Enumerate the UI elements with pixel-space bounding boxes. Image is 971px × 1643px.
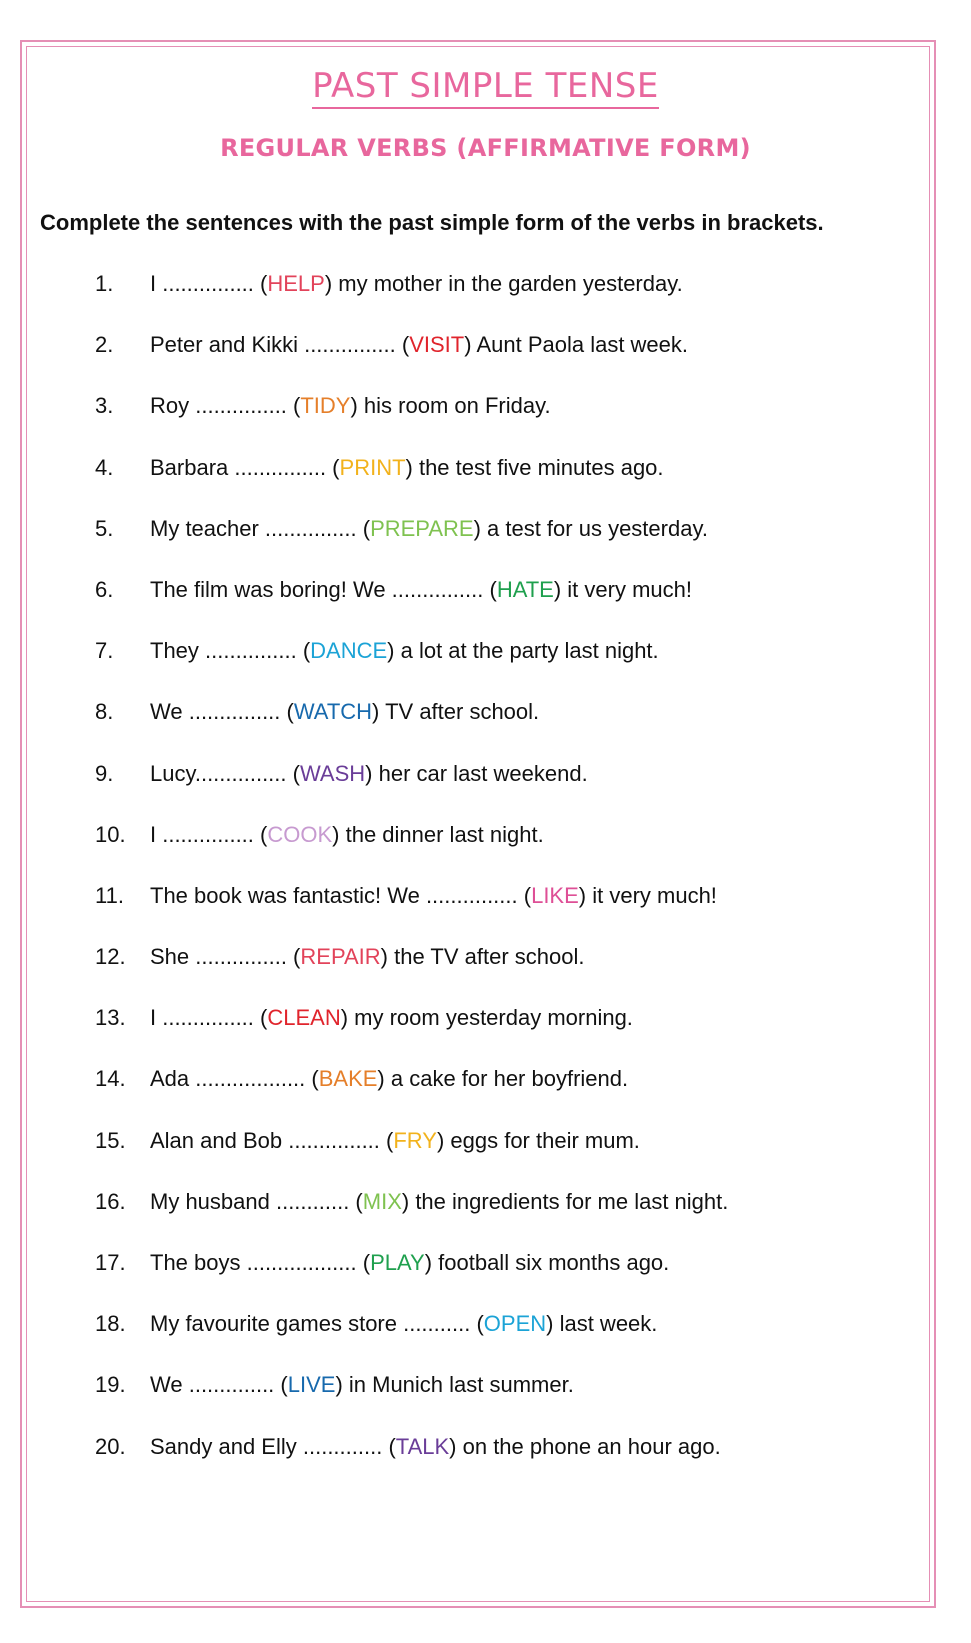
sentence-start: I ............... ( bbox=[150, 271, 268, 296]
sentence-end: ) it very much! bbox=[553, 576, 692, 602]
worksheet-title bbox=[0, 66, 971, 106]
exercise-item bbox=[0, 388, 971, 449]
sentence-end: ) the TV after school. bbox=[380, 944, 585, 970]
sentence-start: Barbara ............... ( bbox=[150, 454, 340, 480]
item-sentence bbox=[150, 1061, 628, 1097]
sentence-start: We ............... ( bbox=[150, 699, 294, 725]
exercise-item bbox=[0, 694, 971, 755]
exercise-item bbox=[0, 939, 971, 1000]
bracketed-verb: CLEAN bbox=[267, 1005, 341, 1031]
exercise-list bbox=[0, 266, 971, 1490]
exercise-item bbox=[0, 1367, 971, 1428]
item-number: 15. bbox=[95, 1127, 126, 1153]
sentence-end: ) eggs for their mum. bbox=[436, 1127, 640, 1153]
item-number: 3. bbox=[95, 393, 114, 419]
exercise-item bbox=[0, 1245, 971, 1306]
sentence-start: The boys .................. ( bbox=[150, 1250, 371, 1275]
bracketed-verb: HELP bbox=[267, 271, 325, 296]
sentence-end: ) football six months ago. bbox=[424, 1250, 670, 1275]
worksheet-title-text: PAST SIMPLE TENSE bbox=[312, 66, 659, 109]
item-sentence bbox=[150, 327, 688, 363]
item-number: 1. bbox=[95, 271, 114, 296]
sentence-end: ) his room on Friday. bbox=[350, 393, 551, 419]
sentence-end: ) it very much! bbox=[578, 882, 717, 908]
item-number: 5. bbox=[95, 515, 114, 541]
sentence-start: My husband ............ ( bbox=[150, 1188, 363, 1214]
sentence-start: Ada .................. ( bbox=[150, 1066, 319, 1092]
item-sentence bbox=[150, 817, 544, 853]
exercise-item bbox=[0, 266, 971, 327]
item-sentence bbox=[150, 266, 683, 302]
sentence-end: ) Aunt Paola last week. bbox=[464, 332, 689, 358]
sentence-end: ) my room yesterday morning. bbox=[340, 1005, 633, 1031]
item-sentence bbox=[150, 756, 588, 792]
item-sentence bbox=[150, 878, 717, 914]
bracketed-verb: FRY bbox=[393, 1127, 437, 1153]
item-sentence bbox=[150, 1306, 657, 1342]
item-number: 17. bbox=[95, 1250, 126, 1275]
sentence-end: ) on the phone an hour ago. bbox=[449, 1433, 721, 1459]
item-sentence bbox=[150, 1367, 574, 1403]
sentence-end: ) the ingredients for me last night. bbox=[401, 1188, 729, 1214]
bracketed-verb: WATCH bbox=[293, 699, 373, 725]
exercise-item bbox=[0, 633, 971, 694]
item-number: 9. bbox=[95, 760, 114, 786]
sentence-end: ) last week. bbox=[546, 1311, 658, 1337]
item-number: 4. bbox=[95, 454, 114, 480]
item-sentence bbox=[150, 1245, 669, 1281]
bracketed-verb: WASH bbox=[299, 760, 366, 786]
exercise-item bbox=[0, 327, 971, 388]
worksheet-subtitle: REGULAR VERBS (AFFIRMATIVE FORM) bbox=[220, 134, 751, 162]
exercise-item bbox=[0, 878, 971, 939]
bracketed-verb: COOK bbox=[267, 821, 333, 847]
exercise-item bbox=[0, 1061, 971, 1122]
bracketed-verb: LIKE bbox=[531, 882, 579, 908]
sentence-end: ) a test for us yesterday. bbox=[473, 515, 708, 541]
sentence-start: Lucy............... ( bbox=[150, 760, 300, 786]
exercise-item bbox=[0, 756, 971, 817]
item-number: 18. bbox=[95, 1311, 126, 1337]
sentence-end: ) TV after school. bbox=[372, 699, 540, 725]
sentence-start: Peter and Kikki ............... ( bbox=[150, 332, 410, 358]
bracketed-verb: PREPARE bbox=[370, 515, 474, 541]
item-sentence bbox=[150, 511, 708, 547]
item-sentence bbox=[150, 1123, 640, 1159]
item-number: 6. bbox=[95, 576, 114, 602]
item-number: 10. bbox=[95, 821, 126, 847]
item-sentence bbox=[150, 1000, 633, 1036]
bracketed-verb: LIVE bbox=[287, 1372, 336, 1398]
bracketed-verb: REPAIR bbox=[300, 944, 381, 970]
exercise-item bbox=[0, 1123, 971, 1184]
exercise-item bbox=[0, 511, 971, 572]
sentence-start: Sandy and Elly ............. ( bbox=[150, 1433, 396, 1459]
exercise-item bbox=[0, 1184, 971, 1245]
sentence-end: ) my mother in the garden yesterday. bbox=[324, 271, 683, 296]
item-number: 19. bbox=[95, 1372, 126, 1398]
sentence-end: ) the test five minutes ago. bbox=[405, 454, 664, 480]
item-number: 16. bbox=[95, 1188, 126, 1214]
bracketed-verb: TALK bbox=[395, 1433, 450, 1459]
item-sentence bbox=[150, 1184, 728, 1220]
sentence-end: ) a cake for her boyfriend. bbox=[377, 1066, 629, 1092]
bracketed-verb: PLAY bbox=[370, 1250, 425, 1275]
bracketed-verb: VISIT bbox=[409, 332, 465, 358]
bracketed-verb: MIX bbox=[362, 1188, 402, 1214]
item-number: 13. bbox=[95, 1005, 126, 1031]
sentence-start: My teacher ............... ( bbox=[150, 515, 371, 541]
sentence-end: ) the dinner last night. bbox=[332, 821, 544, 847]
item-sentence bbox=[150, 633, 659, 669]
sentence-start: We .............. ( bbox=[150, 1372, 288, 1398]
exercise-item bbox=[0, 572, 971, 633]
item-number: 8. bbox=[95, 699, 114, 725]
exercise-item bbox=[0, 1000, 971, 1061]
bracketed-verb: BAKE bbox=[318, 1066, 378, 1092]
sentence-start: She ............... ( bbox=[150, 944, 301, 970]
exercise-item bbox=[0, 1429, 971, 1490]
item-number: 20. bbox=[95, 1433, 126, 1459]
item-sentence bbox=[150, 450, 664, 486]
sentence-start: I ............... ( bbox=[150, 1005, 268, 1031]
exercise-item bbox=[0, 1306, 971, 1367]
sentence-start: Roy ............... ( bbox=[150, 393, 301, 419]
item-number: 7. bbox=[95, 638, 114, 664]
sentence-start: My favourite games store ........... ( bbox=[150, 1311, 484, 1337]
exercise-item bbox=[0, 817, 971, 878]
bracketed-verb: DANCE bbox=[310, 638, 388, 664]
item-number: 14. bbox=[95, 1066, 126, 1092]
sentence-start: I ............... ( bbox=[150, 821, 268, 847]
item-number: 11. bbox=[95, 882, 124, 908]
item-sentence bbox=[150, 939, 584, 975]
exercise-item bbox=[0, 450, 971, 511]
item-sentence bbox=[150, 1429, 721, 1465]
sentence-start: Alan and Bob ............... ( bbox=[150, 1127, 394, 1153]
bracketed-verb: OPEN bbox=[483, 1311, 547, 1337]
item-number: 2. bbox=[95, 332, 114, 358]
sentence-end: ) in Munich last summer. bbox=[335, 1372, 574, 1398]
sentence-end: ) her car last weekend. bbox=[365, 760, 588, 786]
sentence-end: ) a lot at the party last night. bbox=[387, 638, 659, 664]
sentence-start: They ............... ( bbox=[150, 638, 311, 664]
bracketed-verb: TIDY bbox=[300, 393, 351, 419]
bracketed-verb: PRINT bbox=[339, 454, 406, 480]
item-sentence bbox=[150, 388, 551, 424]
sentence-start: The film was boring! We ............... ( bbox=[150, 576, 497, 602]
sentence-start: The book was fantastic! We ............... ( bbox=[150, 882, 532, 908]
item-sentence bbox=[150, 572, 692, 608]
instruction-text: Complete the sentences with the past simple form of the verbs in brackets. bbox=[40, 210, 824, 235]
bracketed-verb: HATE bbox=[496, 576, 554, 602]
item-number: 12. bbox=[95, 944, 126, 970]
item-sentence bbox=[150, 694, 539, 730]
